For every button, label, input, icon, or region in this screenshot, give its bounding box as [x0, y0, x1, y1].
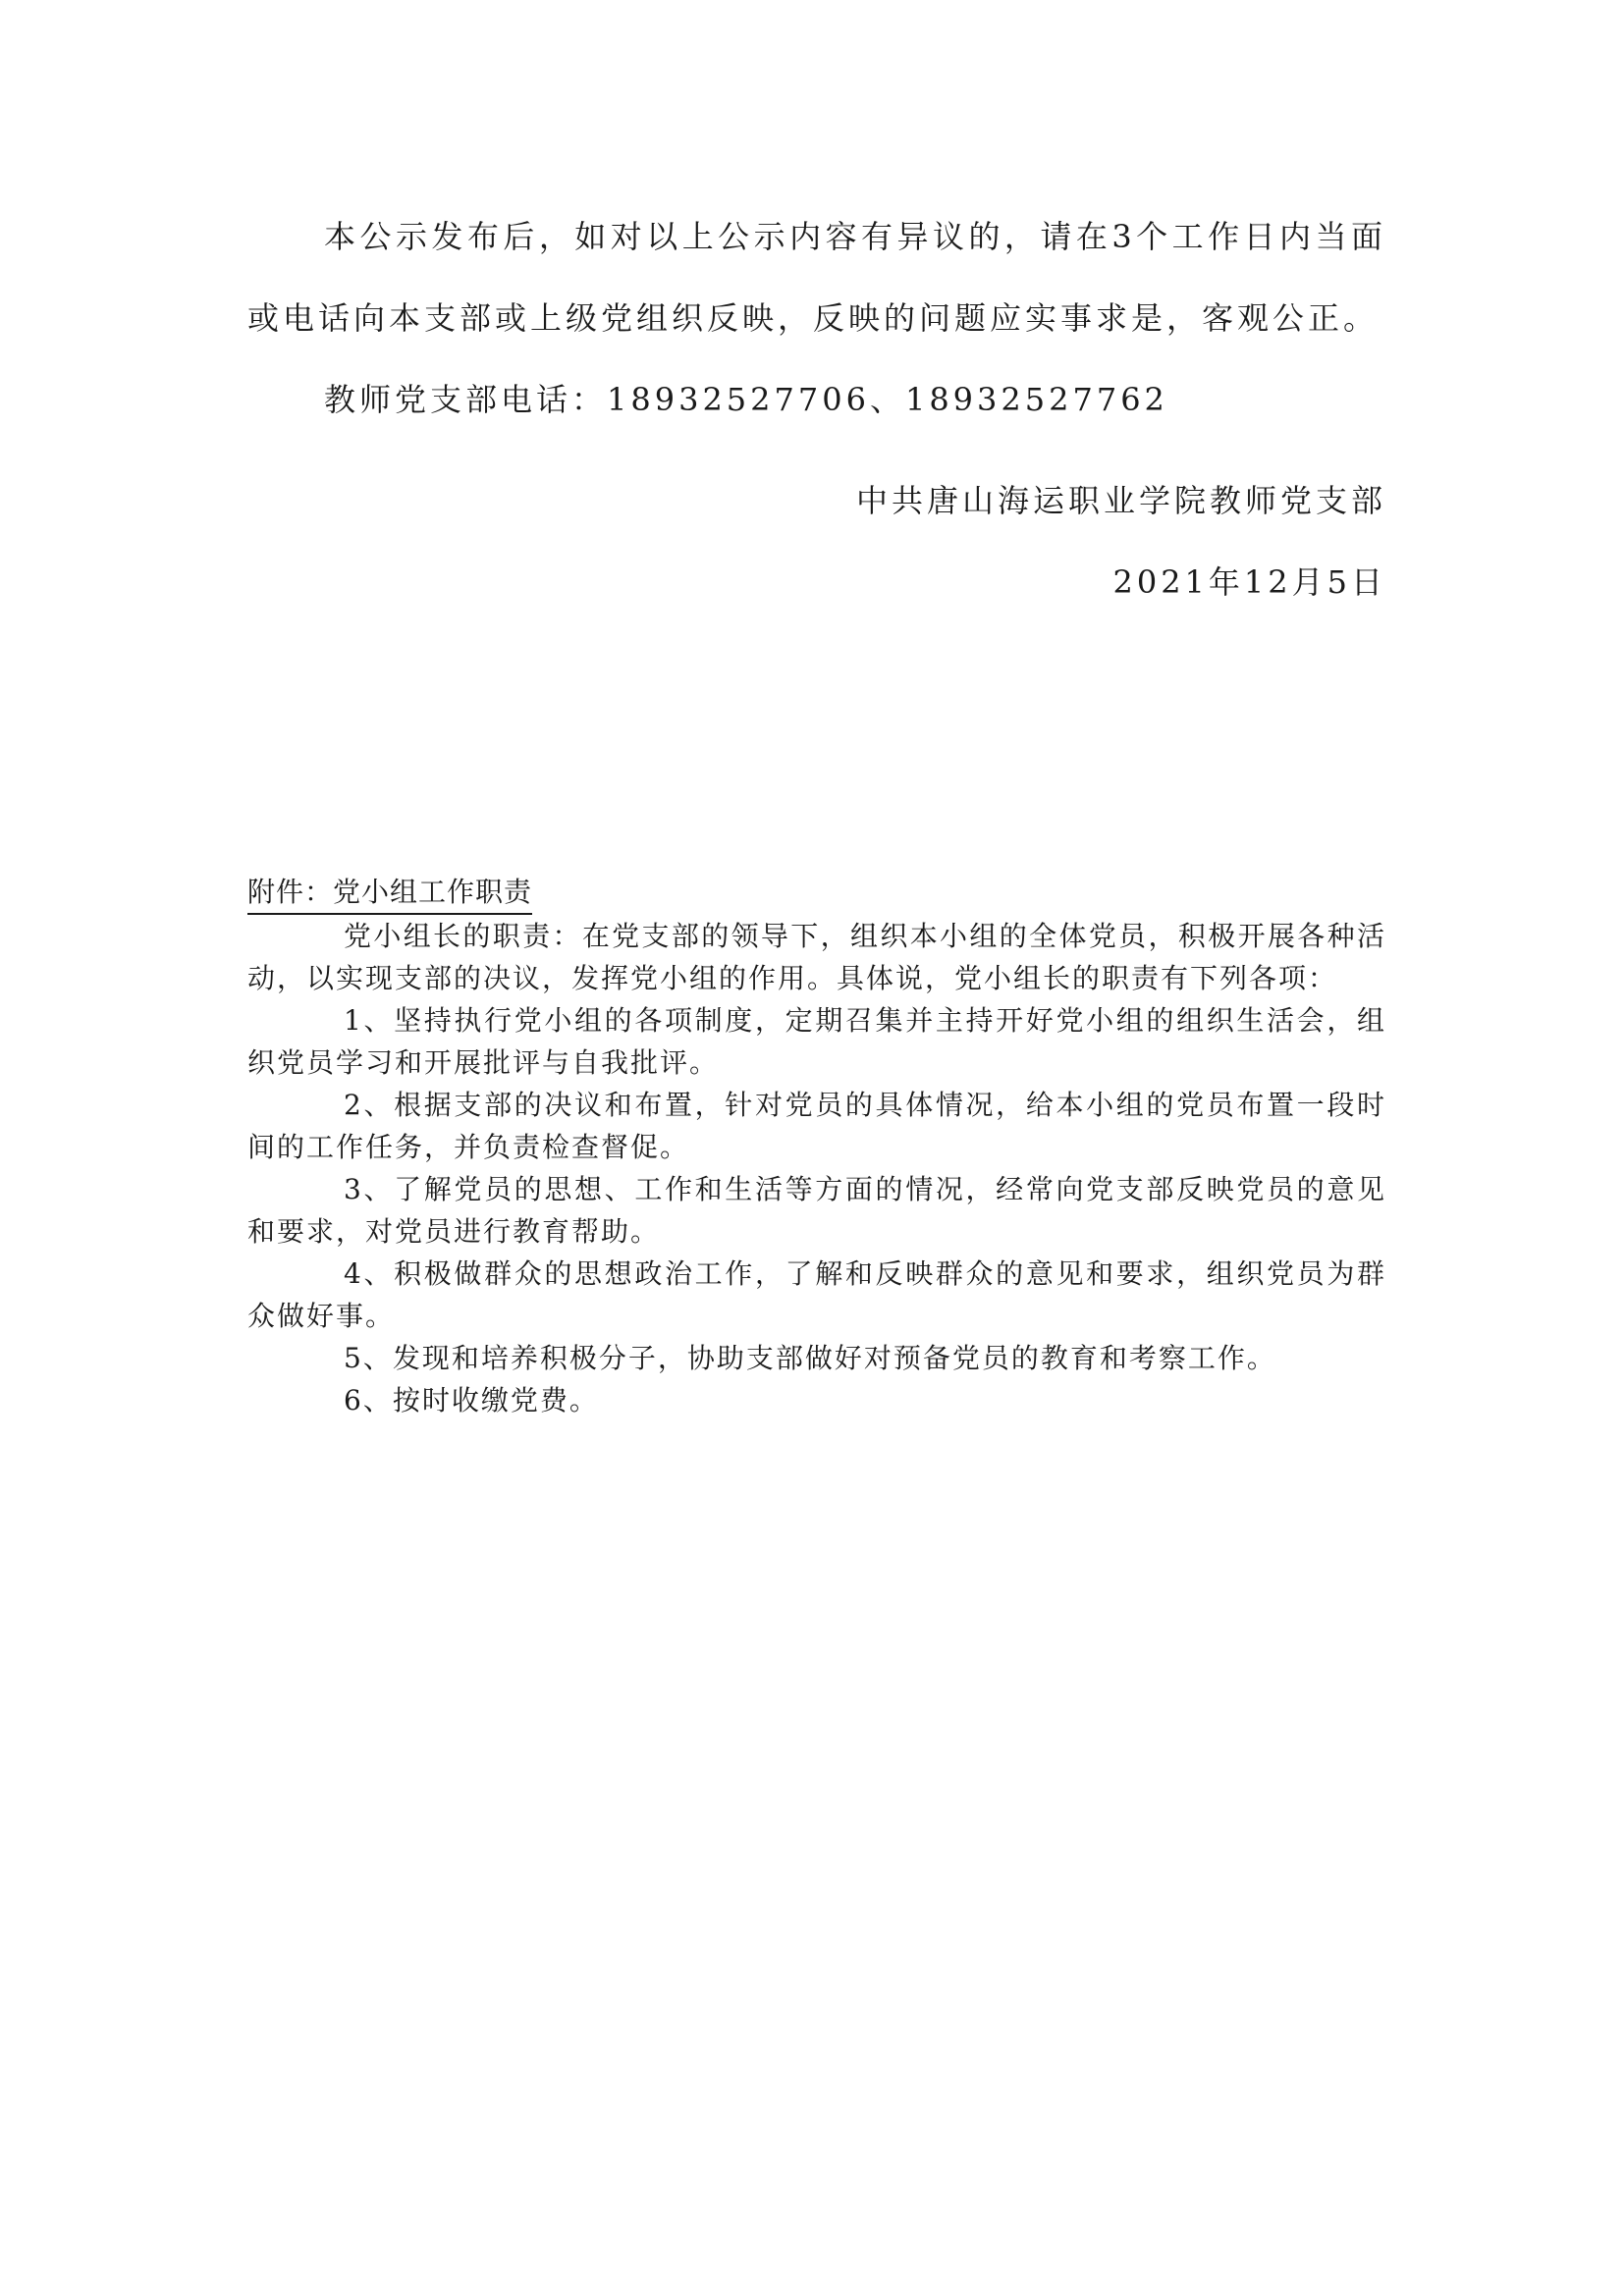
duty-item-5: 5、发现和培养积极分子，协助支部做好对预备党员的教育和考察工作。 — [344, 1342, 1276, 1374]
attachment-section — [247, 872, 1386, 1421]
attachment-title: 附件：党小组工作职责 — [247, 872, 532, 915]
duty-item-6: 6、按时收缴党费。 — [344, 1384, 599, 1416]
branch-phone: 教师党支部电话：18932527706、18932527762 — [324, 381, 1168, 418]
duty-item-3: 3、了解党员的思想、工作和生活等方面的情况，经常向党支部反映党员的意见和要求，对党员进行教育帮助。 — [247, 1173, 1386, 1248]
duty-item-2: 2、根据支部的决议和布置，针对党员的具体情况，给本小组的党员布置一段时间的工作任务，并负责检查督促。 — [247, 1089, 1386, 1163]
notice-body: 本公示发布后，如对以上公示内容有异议的，请在3个工作日内当面或电话向本支部或上级党组织反映，反映的问题应实事求是，客观公正。 — [247, 218, 1386, 337]
notice-section — [247, 196, 1386, 623]
duty-item-4: 4、积极做群众的思想政治工作，了解和反映群众的意见和要求，组织党员为群众做好事。 — [247, 1257, 1386, 1332]
attachment-intro: 党小组长的职责：在党支部的领导下，组织本小组的全体党员，积极开展各种活动，以实现支部的决议，发挥党小组的作用。具体说，党小组长的职责有下列各项： — [247, 920, 1386, 994]
issue-date: 2021年12月5日 — [1112, 563, 1386, 601]
duty-item-1: 1、坚持执行党小组的各项制度，定期召集并主持开好党小组的组织生活会，组织党员学习和开展批评与自我批评。 — [247, 1004, 1386, 1079]
issuing-organization: 中共唐山海运职业学院教师党支部 — [855, 482, 1386, 519]
